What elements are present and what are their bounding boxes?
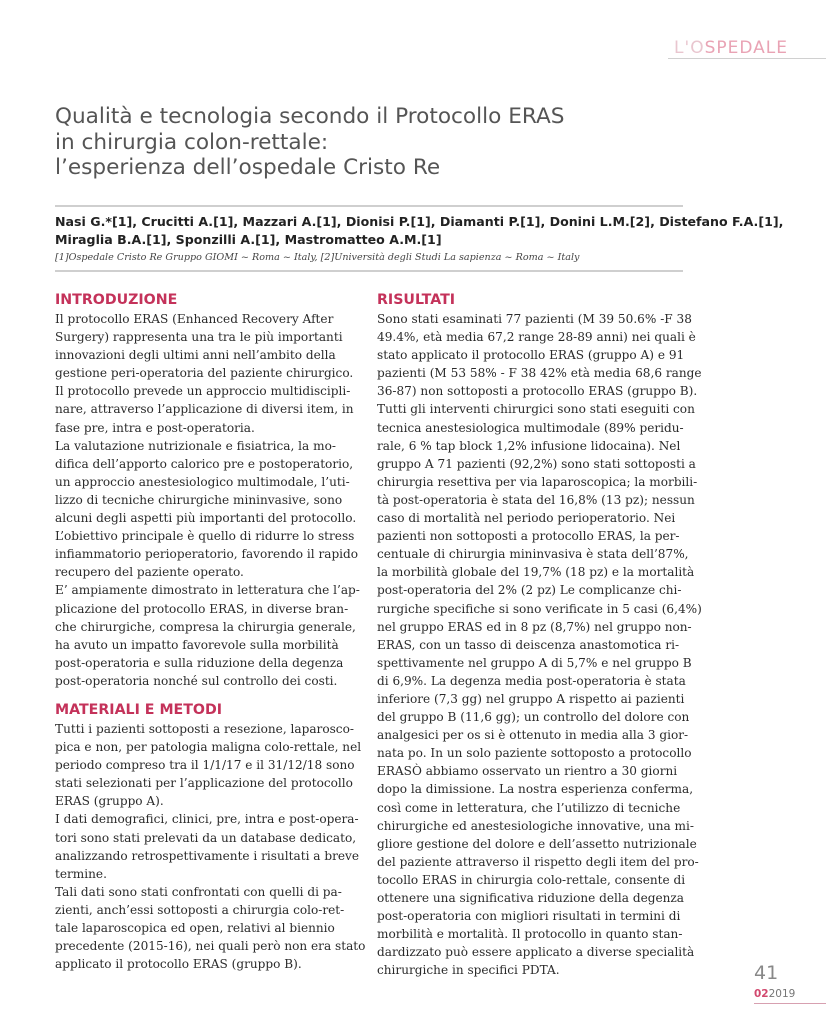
logo-prefix: L xyxy=(674,38,685,58)
text-line: L’obiettivo principale è quello di ridurre lo stress xyxy=(55,529,355,544)
divider-bottom xyxy=(55,270,683,272)
text-line: La valutazione nutrizionale e fisiatrica, la mo- xyxy=(55,438,336,453)
text-line: ERASÒ abbiamo osservato un rientro a 30 giorni xyxy=(377,764,678,779)
issue-label xyxy=(754,988,795,1000)
text-line: applicato il protocollo ERAS (gruppo B). xyxy=(55,957,302,972)
affiliations: [1]Ospedale Cristo Re Gruppo GIOMI ~ Roma ~ Italy, [2]Università degli Studi La sapienza ~ Roma ~ Italy xyxy=(55,252,580,263)
intro-text xyxy=(55,310,360,690)
author-line: Nasi G.*[1], Crucitti A.[1], Mazzari A.[1], Dionisi P.[1], Diamanti P.[1], Donini L.M.[2], Distefano F.A.[1], xyxy=(55,214,784,229)
text-line: ERAS (gruppo A). xyxy=(55,794,164,809)
text-line: tecnica anestesiologica multimodale (89% peridu- xyxy=(377,420,684,435)
text-line: del gruppo B (11,6 gg); un controllo del dolore con xyxy=(377,710,690,725)
issue-year: 2019 xyxy=(768,988,796,1000)
text-line: pazienti (M 53 58% - F 38 42% età media 68,6 range xyxy=(377,366,702,381)
divider-top xyxy=(55,205,683,207)
text-line: rurgiche specifiche si sono verificate in 5 casi (6,4%) xyxy=(377,601,702,616)
author-list xyxy=(55,213,784,249)
issue-rule xyxy=(754,1003,826,1004)
article-title xyxy=(55,104,695,181)
results-text xyxy=(377,310,702,979)
text-line: chirurgia resettiva per via laparoscopica; la morbili- xyxy=(377,474,698,489)
logo-o: 'O xyxy=(684,38,705,58)
text-line: centuale di chirurgia mininvasiva è stata dell’87%, xyxy=(377,547,689,562)
text-line: fase pre, intra e post-operatoria. xyxy=(55,420,255,435)
text-line: termine. xyxy=(55,866,107,881)
text-line: post-operatoria del 2% (2 pz) Le complicanze chi- xyxy=(377,583,682,598)
issue-number: 02 xyxy=(754,988,769,1000)
text-line: infiammatorio perioperatorio, favorendo il rapido xyxy=(55,547,359,562)
text-line: Tali dati sono stati confrontati con quelli di pa- xyxy=(55,884,342,899)
left-column xyxy=(55,290,366,973)
text-line: precedente (2015-16), nei quali però non era stato xyxy=(55,939,366,954)
text-line: Tutti gli interventi chirurgici sono stati eseguiti con xyxy=(377,402,695,417)
text-line: nare, attraverso l’applicazione di diversi item, in xyxy=(55,402,354,417)
text-line: post-operatoria con migliori risultati in termini di xyxy=(377,909,681,924)
text-line: pazienti non sottoposti a protocollo ERAS, la per- xyxy=(377,529,680,544)
text-line: spettivamente nel gruppo A di 5,7% e nel gruppo B xyxy=(377,655,692,670)
text-line: post-operatoria e sulla riduzione della degenza xyxy=(55,655,344,670)
header-rule xyxy=(668,58,826,59)
text-line: nata po. In un solo paziente sottoposto a protocollo xyxy=(377,746,692,761)
text-line: alcuni degli aspetti più importanti del protocollo. xyxy=(55,511,357,526)
text-line: I dati demografici, clinici, pre, intra e post-opera- xyxy=(55,812,359,827)
text-line: così come in letteratura, che l’utilizzo di tecniche xyxy=(377,800,681,815)
text-line: gliore gestione del dolore e dell’assetto nutrizionale xyxy=(377,836,697,851)
text-line: inferiore (7,3 gg) nel gruppo A rispetto ai pazienti xyxy=(377,691,685,706)
text-line: nel gruppo ERAS ed in 8 pz (8,7%) nel gruppo non- xyxy=(377,619,692,634)
text-line: Tutti i pazienti sottoposti a resezione, laparosco- xyxy=(55,721,354,736)
text-line: di 6,9%. La degenza media post-operatoria è stata xyxy=(377,673,686,688)
text-line: plicazione del protocollo ERAS, in diverse bran- xyxy=(55,601,349,616)
text-line: dardizzato può essere applicato a diverse specialità xyxy=(377,945,695,960)
text-line: Surgery) rappresenta una tra le più importanti xyxy=(55,330,343,345)
text-line: chirurgiche in specifici PDTA. xyxy=(377,963,560,978)
text-line: Il protocollo prevede un approccio multidiscipli- xyxy=(55,384,351,399)
text-line: che chirurgiche, compresa la chirurgia generale, xyxy=(55,619,356,634)
text-line: la morbilità globale del 19,7% (18 pz) e la mortalità xyxy=(377,565,695,580)
text-line: ha avuto un impatto favorevole sulla morbilità xyxy=(55,637,339,652)
text-line: rale, 6 % tap block 1,2% infusione lidocaina). Nel xyxy=(377,438,681,453)
text-line: gestione peri-operatoria del paziente chirurgico. xyxy=(55,366,354,381)
section-heading-risultati: RISULTATI xyxy=(377,292,456,308)
text-line: dopo la dimissione. La nostra esperienza conferma, xyxy=(377,782,694,797)
text-line: innovazioni degli ultimi anni nell’ambito della xyxy=(55,348,336,363)
title-line: in chirurgia colon-rettale: xyxy=(55,129,329,155)
text-line: E’ ampiamente dimostrato in letteratura che l’ap- xyxy=(55,583,360,598)
text-line: tà post-operatoria è stata del 16,8% (13 pz); nessun xyxy=(377,492,695,507)
text-line: ottenere una significativa riduzione della degenza xyxy=(377,891,685,905)
text-line: zienti, anch’essi sottoposti a chirurgia colo-ret- xyxy=(55,902,345,917)
text-line: tale laparoscopica ed open, relativi al biennio xyxy=(55,921,335,935)
text-line: tocollo ERAS in chirurgia colo-rettale, consente di xyxy=(377,872,686,887)
text-line: lizzo di tecniche chirurgiche mininvasive, sono xyxy=(55,492,343,507)
text-line: caso di mortalità nel periodo perioperatorio. Nei xyxy=(377,511,676,526)
text-line: del paziente attraverso il rispetto degli item del pro- xyxy=(377,854,699,869)
page-number: 41 xyxy=(754,962,779,984)
journal-logo xyxy=(674,38,788,58)
text-line: un approccio anestesiologico multimodale, l’uti- xyxy=(55,474,350,489)
text-line: Sono stati esaminati 77 pazienti (M 39 50.6% -F 38 xyxy=(377,312,692,326)
logo-rest: SPEDALE xyxy=(704,38,788,58)
title-line: l’esperienza dell’ospedale Cristo Re xyxy=(55,155,441,180)
text-line: periodo compreso tra il 1/1/17 e il 31/12/18 sono xyxy=(55,758,355,773)
section-heading-materiali: MATERIALI E METODI xyxy=(55,701,223,718)
text-line: 49.4%, età media 67,2 range 28-89 anni) nei quali è xyxy=(377,330,696,345)
text-line: ERAS, con un tasso di deiscenza anastomotica ri- xyxy=(377,637,680,652)
section-heading-introduzione: INTRODUZIONE xyxy=(55,292,178,308)
text-line: morbilità e mortalità. Il protocollo in quanto stan- xyxy=(377,927,683,942)
text-line: difica dell’apporto calorico pre e postoperatorio, xyxy=(55,456,354,471)
title-line: Qualità e tecnologia secondo il Protocollo ERAS xyxy=(55,104,565,129)
right-column xyxy=(377,290,702,979)
text-line: gruppo A 71 pazienti (92,2%) sono stati sottoposti a xyxy=(377,456,696,471)
text-line: tori sono stati prelevati da un database dedicato, xyxy=(55,830,357,845)
text-line: Il protocollo ERAS (Enhanced Recovery After xyxy=(55,312,334,326)
text-line: analgesici per os si è ottenuto in media alla 3 gior- xyxy=(377,728,689,743)
text-line: post-operatoria nonché sul controllo dei costi. xyxy=(55,673,338,688)
text-line: analizzando retrospettivamente i risultati a breve xyxy=(55,848,360,863)
author-line: Miraglia B.A.[1], Sponzilli A.[1], Mastromatteo A.M.[1] xyxy=(55,232,442,247)
methods-text xyxy=(55,720,366,973)
text-line: pica e non, per patologia maligna colo-rettale, nel xyxy=(55,740,362,755)
text-line: recupero del paziente operato. xyxy=(55,565,244,580)
text-line: stati selezionati per l’applicazione del protocollo xyxy=(55,776,353,791)
text-line: chirurgiche ed anestesiologiche innovative, una mi- xyxy=(377,818,694,833)
text-line: stato applicato il protocollo ERAS (gruppo A) e 91 xyxy=(377,348,685,363)
text-line: 36-87) non sottoposti a protocollo ERAS (gruppo B). xyxy=(377,384,698,399)
